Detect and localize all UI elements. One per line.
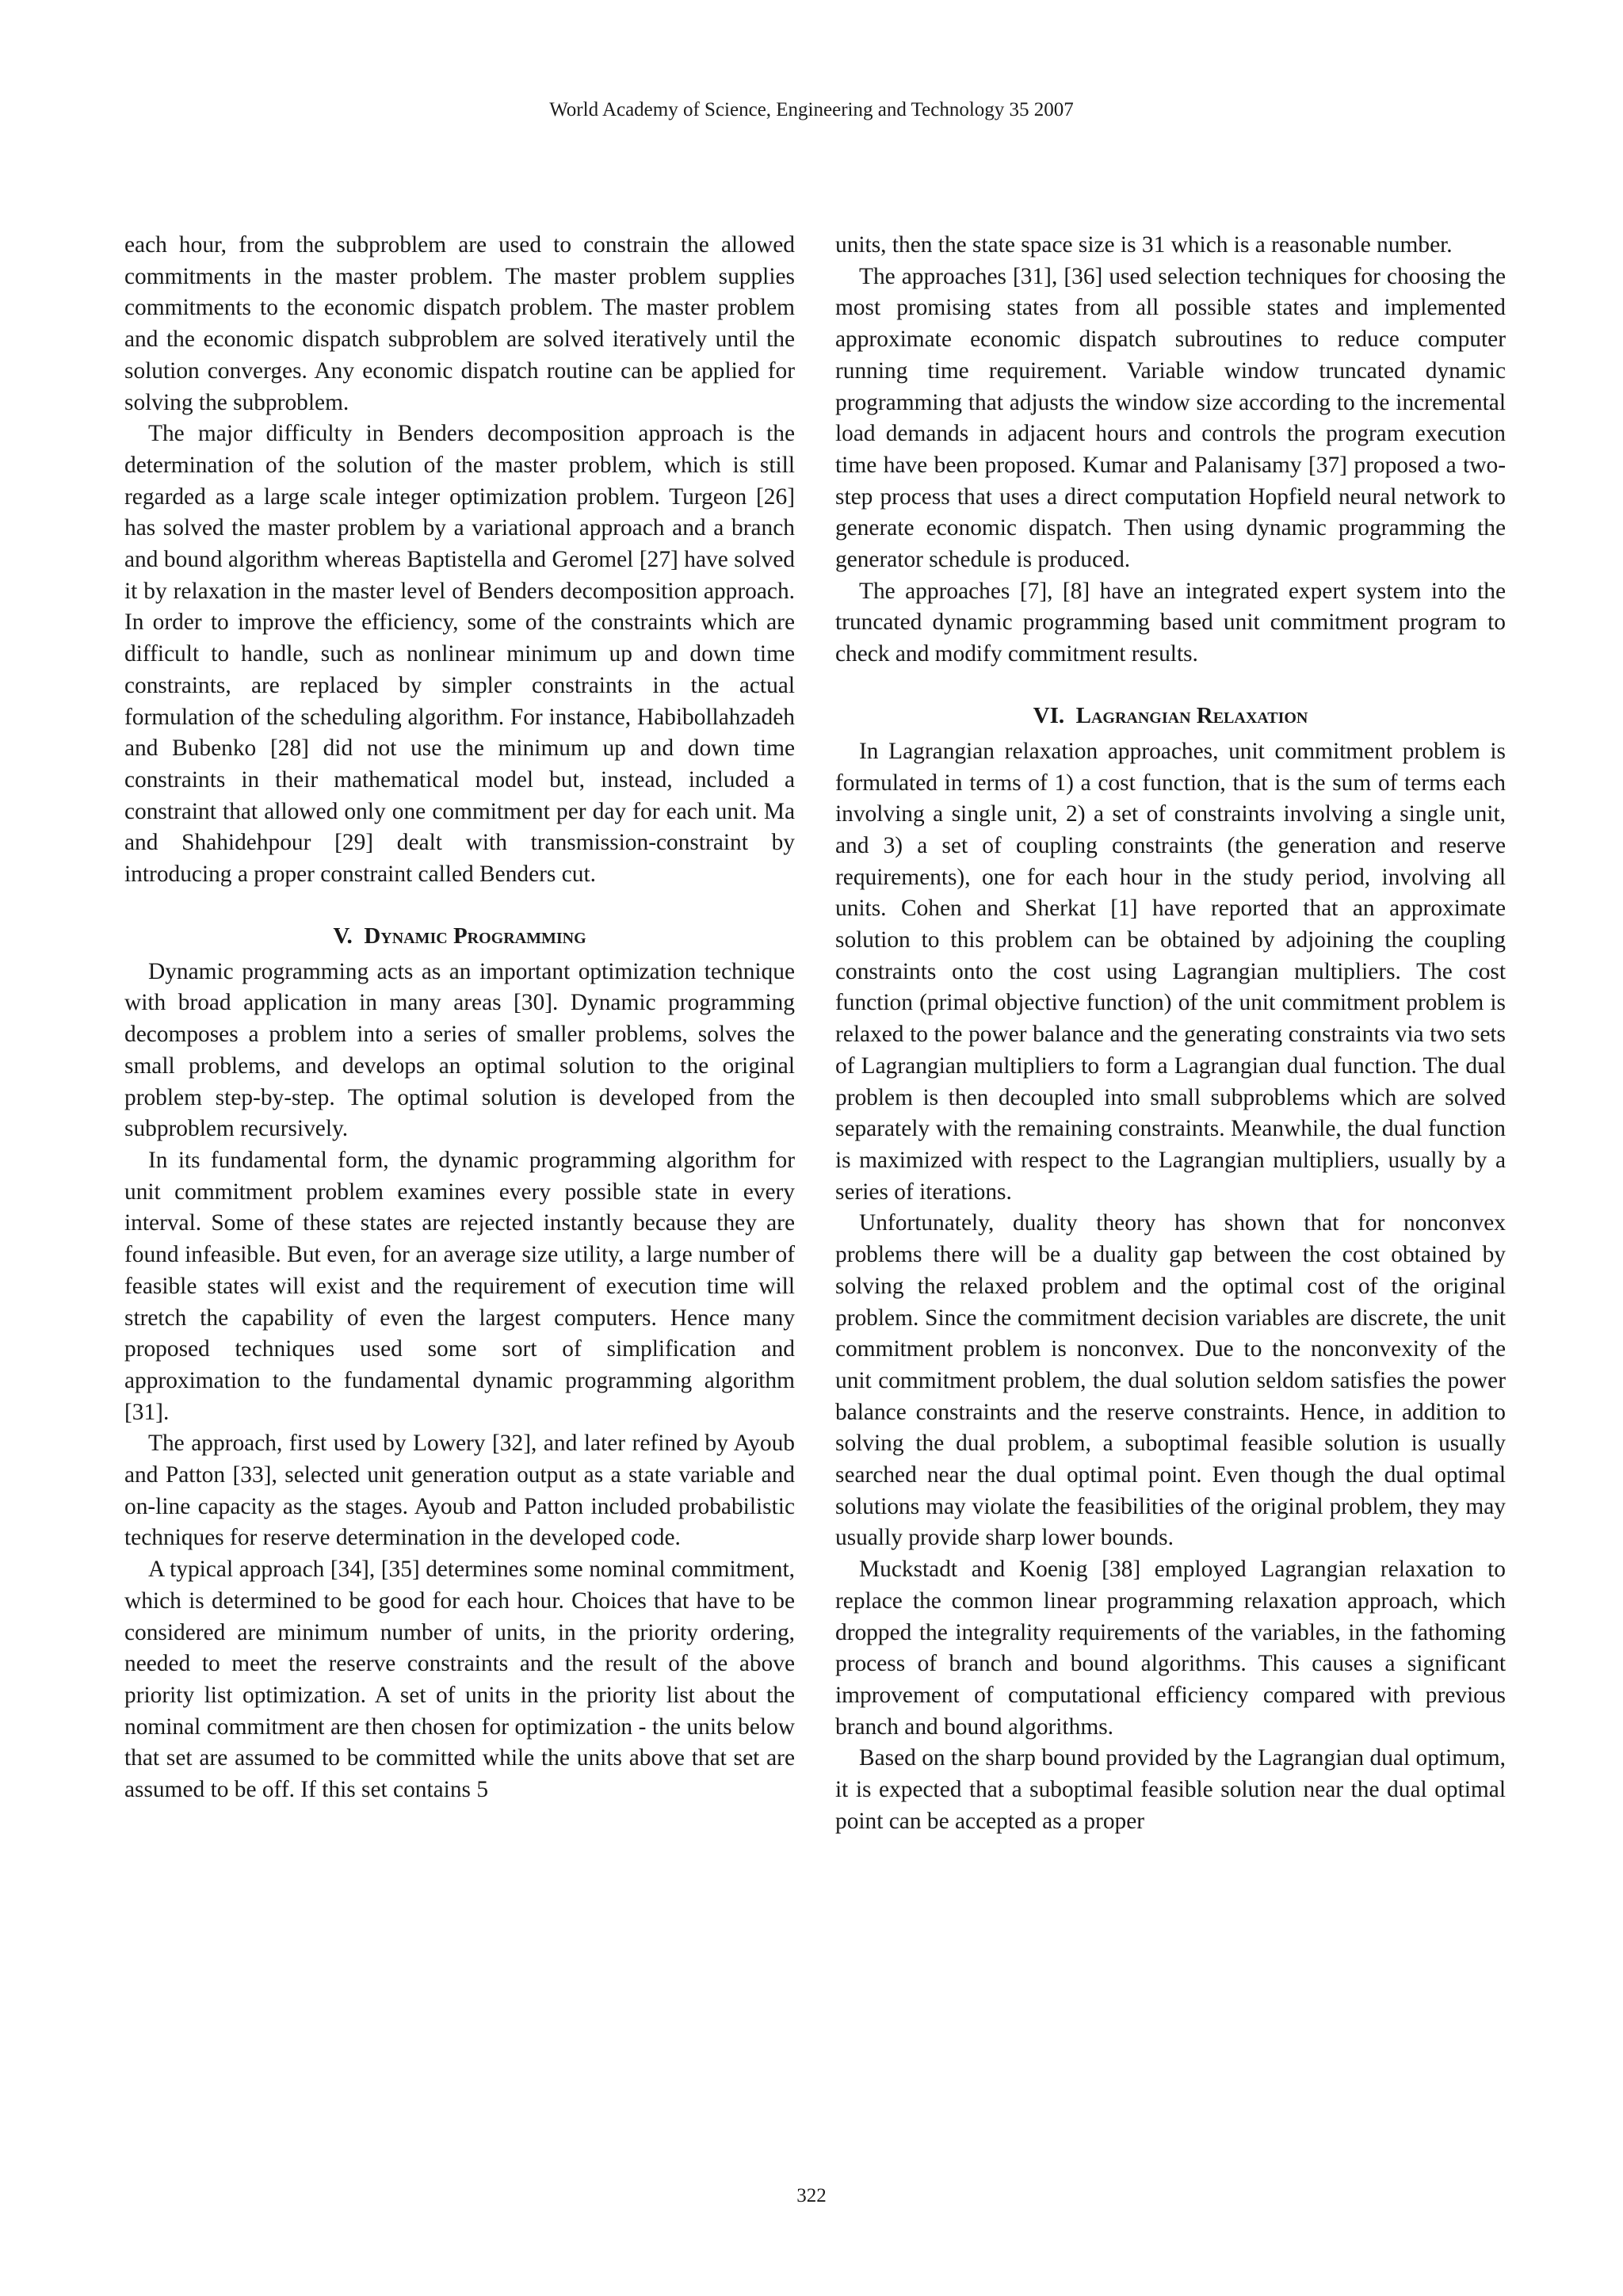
section-number: V. bbox=[333, 923, 353, 949]
paragraph: The major difficulty in Benders decomposition approach is the determination of the solution of the master problem, which is still regarded as a large scale integer optimization problem. Turgeon [26] has solved the master problem by a variational approach and a branch and bound algorithm whereas Baptistella and Geromel [27] have solved it by relaxation in the master level of Benders decomposition approach. In order to improve the efficiency, some of the constraints which are difficult to handle, such as nonlinear minimum up and down time constraints, are replaced by simpler constraints in the actual formulation of the scheduling algorithm. For instance, Habibollahzadeh and Bubenko [28] did not use the minimum up and down time constraints in their mathematical model but, instead, included a constraint that allowed only one commitment per day for each unit. Ma and Shahidehpour [29] dealt with transmission-constraint by introducing a proper constraint called Benders cut. bbox=[124, 421, 795, 888]
paragraph: Dynamic programming acts as an important optimization technique with broad application in many areas [30]. Dynamic programming decomposes a problem into a series of smaller problems, solves the small problems, and develops an optimal solution to the original problem step-by-step. The optimal solution is developed from the subproblem recursively. bbox=[124, 958, 795, 1142]
paragraph: Based on the sharp bound provided by the Lagrangian dual optimum, it is expected that a suboptimal feasible solution near the dual optimal point can be accepted as a proper bbox=[835, 1745, 1506, 1834]
paragraph: The approaches [31], [36] used selection techniques for choosing the most promising states from all possible states and implemented approximate economic dispatch subroutines to reduce computer running time requirement. Variable window truncated dynamic programming that adjusts the window size according to the incremental load demands in adjacent hours and controls the program execution time have been proposed. Kumar and Palanisamy [37] proposed a two-step process that uses a direct computation Hopfield neural network to generate economic dispatch. Then using dynamic programming the generator schedule is produced. bbox=[835, 263, 1506, 573]
paragraph: Muckstadt and Koenig [38] employed Lagrangian relaxation to replace the common linear programming relaxation approach, which dropped the integrality requirements of the variables, in the fathoming process of branch and bound algorithms. This causes a significant improvement of computational efficiency compared with previous branch and bound algorithms. bbox=[835, 1557, 1506, 1740]
section-title: Dynamic Programming bbox=[364, 923, 586, 949]
paragraph: In Lagrangian relaxation approaches, unit commitment problem is formulated in terms of 1) a cost function, that is the sum of terms each involving a single unit, 2) a set of constraints involving a single unit, and 3) a set of coupling constraints (the generation and reserve requirements), one for each hour in the study period, involving all units. Cohen and Sherkat [1] have reported that an approximate solution to this problem can be obtained by adjoining the coupling constraints onto the cost using Lagrangian multipliers. The cost function (primal objective function) of the unit commitment problem is relaxed to the power balance and the generating constraints via two sets of Lagrangian multipliers to form a Lagrangian dual function. The dual problem is then decoupled into small subproblems which are solved separately with the remaining constraints. Meanwhile, the dual function is maximized with respect to the Lagrangian multipliers, usually by a series of iterations. bbox=[835, 738, 1506, 1205]
section-title: Lagrangian Relaxation bbox=[1075, 702, 1308, 728]
paragraph: units, then the state space size is 31 which is a reasonable number. bbox=[835, 232, 1453, 258]
paragraph: The approach, first used by Lowery [32], and later refined by Ayoub and Patton [33], selected unit generation output as a state variable and on-line capacity as the stages. Ayoub and Patton included probabilistic techniques for reserve determination in the developed code. bbox=[124, 1431, 795, 1551]
paragraph: The approaches [7], [8] have an integrated expert system into the truncated dynamic programming based unit commitment program to check and modify commitment results. bbox=[835, 578, 1506, 667]
section-number: VI. bbox=[1033, 702, 1065, 728]
right-column bbox=[835, 230, 1506, 1837]
running-header: World Academy of Science, Engineering and Technology 35 2007 bbox=[549, 99, 1074, 120]
page-number: 322 bbox=[796, 2185, 827, 2206]
section-heading-dynamic-programming bbox=[124, 920, 795, 952]
paragraph: A typical approach [34], [35] determines some nominal commitment, which is determined to be good for each hour. Choices that have to be considered are minimum number of units, in the priority ordering, needed to meet the reserve constraints and the result of the above priority list optimization. A set of units in the priority list about the nominal commitment are then chosen for optimization - the units below that set are assumed to be committed while the units above that set are assumed to be off. If this set contains 5 bbox=[124, 1557, 795, 1803]
paragraph: Unfortunately, duality theory has shown that for nonconvex problems there will be a duality gap between the cost obtained by solving the relaxed problem and the optimal cost of the original problem. Since the commitment decision variables are discrete, the unit commitment problem is nonconvex. Due to the nonconvexity of the unit commitment problem, the dual solution seldom satisfies the power balance constraints and the reserve constraints. Hence, in addition to solving the dual problem, a suboptimal feasible solution is usually searched near the dual optimal point. Even though the dual optimal solutions may violate the feasibilities of the original problem, they may usually provide sharp lower bounds. bbox=[835, 1210, 1506, 1551]
paragraph: each hour, from the subproblem are used to constrain the allowed commitments in the master problem. The master problem supplies commitments to the economic dispatch problem. The master problem and the economic dispatch subproblem are solved iteratively until the solution converges. Any economic dispatch routine can be applied for solving the subproblem. bbox=[124, 232, 795, 415]
section-heading-lagrangian-relaxation bbox=[835, 700, 1506, 732]
left-column bbox=[124, 230, 795, 1806]
paragraph: In its fundamental form, the dynamic programming algorithm for unit commitment problem examines every possible state in every interval. Some of these states are rejected instantly because they are found infeasible. But even, for an average size utility, a large number of feasible states will exist and the requirement of execution time will stretch the capability of even the largest computers. Hence many proposed techniques used some sort of simplification and approximation to the fundamental dynamic programming algorithm [31]. bbox=[124, 1147, 795, 1425]
